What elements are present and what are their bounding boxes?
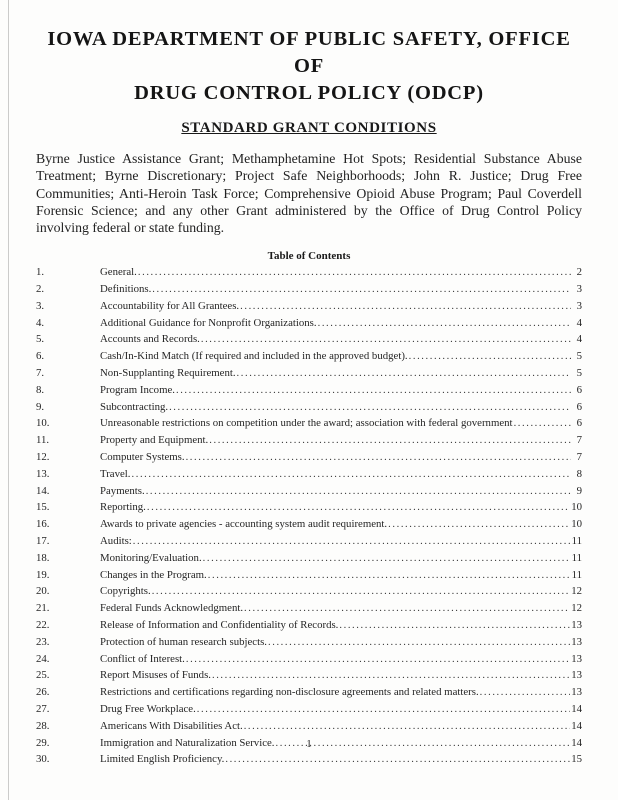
toc-item-title: Definitions.: [100, 283, 152, 296]
toc-item-title: Copyrights.: [100, 585, 151, 598]
toc-row: [36, 266, 582, 283]
toc-item-number: 4.: [36, 316, 45, 329]
toc-row: [36, 703, 582, 720]
toc-item-number: 28.: [36, 719, 50, 732]
toc-leader-dots: [146, 485, 571, 497]
toc-row: [36, 569, 582, 586]
toc-row: [36, 535, 582, 552]
toc-item-number: 20.: [36, 585, 50, 598]
toc-item-title: Protection of human research subjects.: [100, 635, 267, 648]
document-title-line2: DRUG CONTROL POLICY (ODCP): [134, 82, 484, 104]
toc-row: [36, 434, 582, 451]
toc-row: [36, 585, 582, 602]
toc-row: [36, 317, 582, 334]
toc-item-page: 4: [576, 316, 582, 329]
scan-edge-artifact: [8, 0, 9, 800]
toc-item-number: 13.: [36, 467, 50, 480]
toc-item-page: 8: [576, 467, 582, 480]
toc-item-title: Drug Free Workplace.: [100, 703, 196, 715]
toc-item-page: 6: [576, 383, 582, 396]
toc-item-page: 15: [571, 753, 582, 766]
toc-leader-dots: [169, 401, 571, 413]
toc-row: [36, 417, 582, 434]
toc-leader-dots: [244, 720, 571, 732]
toc-item-number: 7.: [36, 367, 45, 380]
toc-leader-dots: [225, 753, 570, 765]
toc-row: [36, 468, 582, 485]
toc-row: [36, 619, 582, 636]
toc-heading: Table of Contents: [267, 250, 351, 263]
toc-item-page: 11: [571, 551, 582, 564]
toc-item-number: 18.: [36, 551, 50, 564]
toc-item-page: 5: [576, 367, 582, 380]
toc-item-title: Additional Guidance for Nonprofit Organizations.: [100, 316, 317, 329]
toc-leader-dots: [409, 350, 571, 362]
toc-row: [36, 333, 582, 350]
document-subtitle: STANDARD GRANT CONDITIONS: [181, 120, 437, 136]
toc-item-number: 3.: [36, 299, 45, 312]
toc-item-page: 13: [571, 619, 582, 632]
toc-item-page: 11: [571, 535, 582, 548]
toc-item-page: 6: [576, 417, 582, 430]
toc-item-title: Immigration and Naturalization Service.: [100, 736, 275, 749]
intro-paragraph: Byrne Justice Assistance Grant; Methamphetamine Hot Spots; Residential Substance Abuse Treatment; Byrne Discretionary; Project Safe Neighborhoods; John R. Justice; Drug Free Communities; Anti-Heroin Task Force; Comprehensive Opioid Abuse Program; Paul Coverdell Forensic Science; and any other Grant administered by the Office of Drug Control Policy involving federal or state funding.: [36, 151, 582, 236]
page-content: [36, 26, 582, 770]
toc-item-page: 13: [571, 652, 582, 665]
toc-item-number: 24.: [36, 652, 50, 665]
toc-item-page: 4: [576, 333, 582, 346]
toc-item-page: 11: [571, 568, 582, 581]
toc-leader-dots: [244, 602, 570, 614]
toc-item-number: 10.: [36, 417, 50, 430]
toc-item-title: Reporting.: [100, 501, 146, 514]
toc-item-number: 11.: [36, 434, 50, 447]
toc-item-number: 21.: [36, 602, 50, 615]
toc-item-number: 19.: [36, 568, 50, 581]
toc-leader-dots: [132, 468, 572, 480]
toc-item-number: 5.: [36, 333, 45, 346]
toc-item-number: 16.: [36, 518, 50, 531]
toc-row: [36, 401, 582, 418]
toc-row: [36, 350, 582, 367]
toc-item-title: Subcontracting.: [100, 400, 169, 413]
toc-row: [36, 367, 582, 384]
toc-item-title: Computer Systems.: [100, 451, 185, 464]
toc-row: [36, 602, 582, 619]
toc-leader-dots: [203, 552, 571, 564]
document-title: [36, 26, 582, 107]
toc-item-title: Changes in the Program.: [100, 568, 207, 581]
toc-item-title: Travel.: [100, 467, 131, 480]
toc-row: [36, 669, 582, 686]
toc-item-page: 10: [571, 501, 582, 514]
toc-leader-dots: [138, 266, 571, 278]
toc-item-title: Report Misuses of Funds.: [100, 669, 211, 682]
footer-page-number: 1: [306, 738, 312, 750]
toc-item-number: 23.: [36, 635, 50, 648]
toc-item-number: 17.: [36, 535, 50, 548]
toc-item-title: Restrictions and certifications regarding non-disclosure agreements and related matters.: [100, 686, 479, 699]
toc-item-page: 7: [576, 451, 582, 464]
toc-item-number: 8.: [36, 383, 45, 396]
toc-item-title: Release of Information and Confidentiality of Records.: [100, 619, 339, 632]
toc-item-page: 10: [571, 518, 582, 531]
toc-leader-dots: [201, 333, 571, 345]
toc-row: [36, 300, 582, 317]
toc-item-page: 13: [571, 669, 582, 682]
toc-leader-dots: [133, 535, 571, 547]
toc-item-title: Audits:: [100, 535, 132, 548]
toc-item-page: 13: [571, 635, 582, 648]
toc-item-title: General.: [100, 266, 137, 279]
toc-leader-dots: [237, 367, 571, 379]
toc-leader-dots: [152, 283, 571, 295]
toc-leader-dots: [388, 518, 570, 530]
toc-leader-dots: [147, 501, 570, 513]
toc-leader-dots: [209, 434, 571, 446]
toc-leader-dots: [186, 653, 570, 665]
toc-item-number: 30.: [36, 753, 50, 766]
toc-item-title: Cash/In-Kind Match (If required and included in the approved budget).: [100, 350, 408, 363]
toc-row: [36, 552, 582, 569]
toc-item-page: 14: [571, 703, 582, 715]
toc-row: [36, 636, 582, 653]
toc-item-title: Property and Equipment.: [100, 434, 209, 447]
toc-row: [36, 451, 582, 468]
toc-item-number: 6.: [36, 350, 45, 363]
toc-item-title: Americans With Disabilities Act.: [100, 719, 243, 732]
toc-item-number: 25.: [36, 669, 50, 682]
toc-leader-dots: [480, 686, 571, 698]
toc-leader-dots: [268, 636, 570, 648]
toc-item-title: Federal Funds Acknowledgment.: [100, 602, 244, 615]
toc-item-page: 14: [571, 736, 582, 749]
toc-item-title: Accountability for All Grantees.: [100, 299, 240, 312]
toc-item-title: Awards to private agencies - accounting system audit requirement.: [100, 518, 388, 531]
toc-item-page: 7: [576, 434, 582, 447]
toc-row: [36, 501, 582, 518]
toc-item-number: 2.: [36, 283, 45, 296]
table-of-contents: [36, 250, 582, 770]
toc-item-number: 1.: [36, 266, 45, 279]
toc-leader-dots: [514, 417, 571, 429]
toc-item-number: 22.: [36, 619, 50, 632]
toc-row: [36, 686, 582, 703]
toc-leader-dots: [208, 569, 571, 581]
toc-row: [36, 653, 582, 670]
toc-item-title: Unreasonable restrictions on competition under the award; association with federal government: [100, 417, 513, 430]
toc-row: [36, 720, 582, 737]
toc-item-page: 14: [571, 719, 582, 732]
toc-leader-dots: [186, 451, 571, 463]
toc-item-number: 15.: [36, 501, 50, 514]
toc-leader-dots: [212, 669, 570, 681]
toc-item-page: 12: [571, 585, 582, 598]
document-title-line1: IOWA DEPARTMENT OF PUBLIC SAFETY, OFFICE OF: [47, 28, 571, 77]
toc-item-page: 3: [576, 299, 582, 312]
toc-item-number: 27.: [36, 703, 50, 715]
toc-item-number: 9.: [36, 400, 45, 413]
toc-leader-dots: [339, 619, 570, 631]
toc-item-title: Conflict of Interest.: [100, 652, 185, 665]
toc-item-page: 2: [576, 266, 582, 279]
toc-row: [36, 384, 582, 401]
toc-item-number: 12.: [36, 451, 50, 464]
toc-rows: [36, 266, 582, 770]
toc-leader-dots: [197, 703, 570, 715]
toc-item-page: 12: [571, 602, 582, 615]
toc-row: [36, 485, 582, 502]
toc-item-number: 26.: [36, 686, 50, 699]
toc-item-title: Non-Supplanting Requirement.: [100, 367, 236, 380]
toc-item-page: 6: [576, 400, 582, 413]
toc-item-title: Limited English Proficiency.: [100, 753, 225, 766]
toc-item-title: Payments.: [100, 484, 145, 497]
toc-row: [36, 283, 582, 300]
toc-leader-dots: [318, 317, 571, 329]
toc-item-title: Monitoring/Evaluation.: [100, 551, 202, 564]
toc-item-page: 13: [571, 686, 582, 699]
toc-leader-dots: [176, 384, 571, 396]
toc-item-page: 3: [576, 283, 582, 296]
toc-item-page: 5: [576, 350, 582, 363]
toc-row: [36, 518, 582, 535]
toc-item-title: Accounts and Records.: [100, 333, 200, 346]
toc-leader-dots: [240, 300, 571, 312]
toc-leader-dots: [152, 585, 571, 597]
toc-item-number: 14.: [36, 484, 50, 497]
toc-item-number: 29.: [36, 736, 50, 749]
toc-item-page: 9: [576, 484, 582, 497]
toc-row: [36, 753, 582, 770]
toc-item-title: Program Income.: [100, 383, 175, 396]
